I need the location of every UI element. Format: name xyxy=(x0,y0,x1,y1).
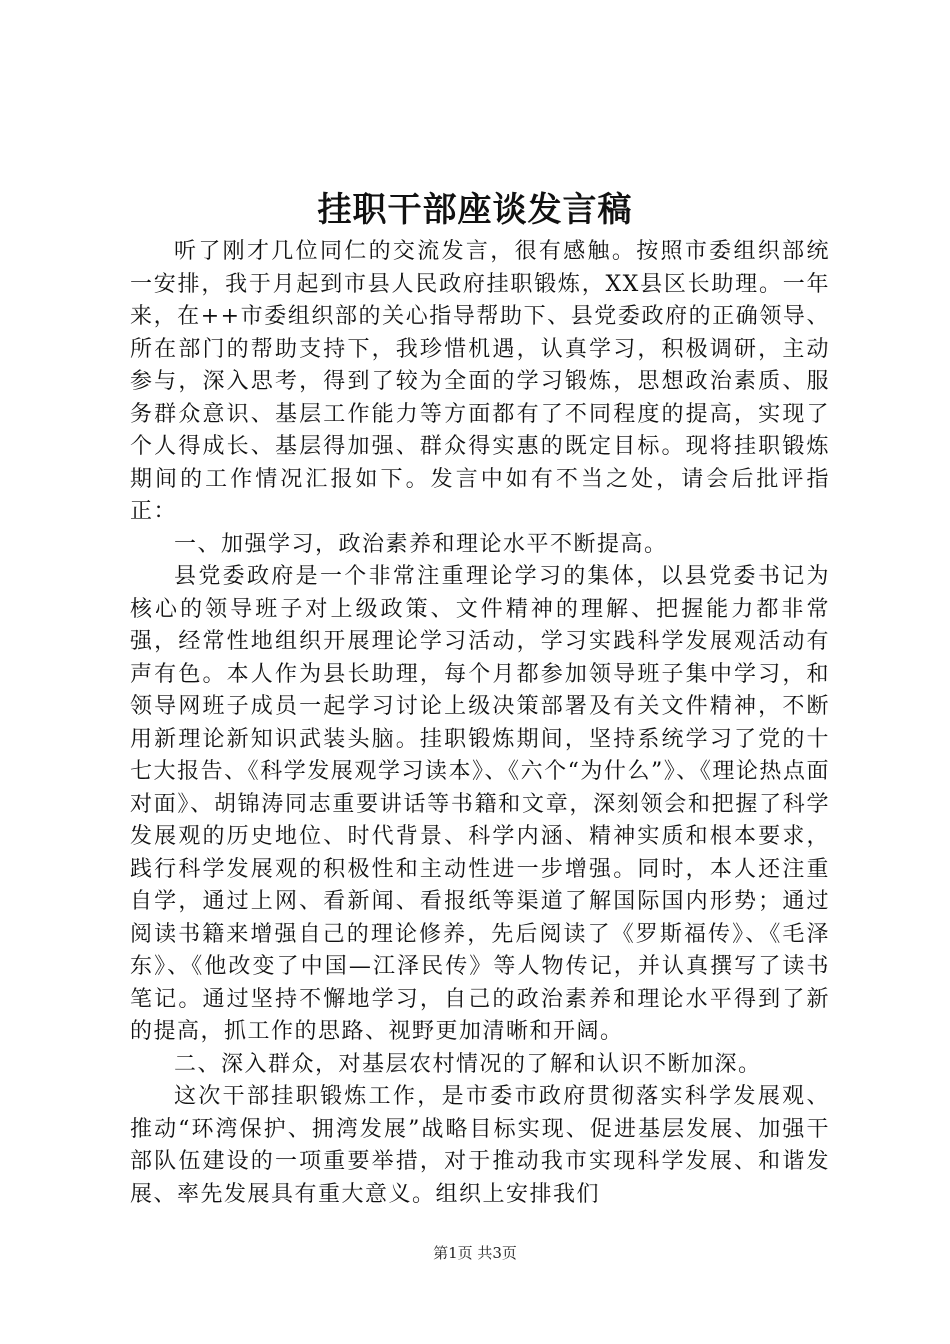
paragraph-intro: 听了刚才几位同仁的交流发言，很有感触。按照市委组织部统一安排，我于月起到市县人民政府挂职锻炼，XX县区长助理。一年来，在++市委组织部的关心指导帮助下、县党委政府的正确领导、所在部门的帮助支持下，我珍惜机遇，认真学习，积极调研，主动参与，深入思考，得到了较为全面的学习锻炼，思想政治素质、服务群众意识、基层工作能力等方面都有了不同程度的提高，实现了个人得成长、基层得加强、群众得实惠的既定目标。现将挂职锻炼期间的工作情况汇报如下。发言中如有不当之处，请会后批评指正： xyxy=(130,239,830,524)
document-body xyxy=(130,236,830,1211)
section-heading-1: 一、加强学习，政治素养和理论水平不断提高。 xyxy=(174,531,668,557)
document-title: 挂职干部座谈发言稿 xyxy=(317,190,633,230)
paragraph-grassroots: 这次干部挂职锻炼工作，是市委市政府贯彻落实科学发展观、推动“环湾保护、拥湾发展”战略目标实现、促进基层发展、加强干部队伍建设的一项重要举措，对于推动我市实现科学发展、和谐发展、率先发展具有重大意义。组织上安排我们 xyxy=(130,1084,830,1207)
section-heading-2: 二、深入群众，对基层农村情况的了解和认识不断加深。 xyxy=(174,1051,762,1077)
page-number-footer: 第1页 共3页 xyxy=(433,1244,517,1262)
paragraph-study: 县党委政府是一个非常注重理论学习的集体，以县党委书记为核心的领导班子对上级政策、文件精神的理解、把握能力都非常强，经常性地组织开展理论学习活动，学习实践科学发展观活动有声有色。本人作为县长助理，每个月都参加领导班子集中学习，和领导网班子成员一起学习讨论上级决策部署及有关文件精神，不断用新理论新知识武装头脑。挂职锻炼期间，坚持系统学习了党的十七大报告、《科学发展观学习读本》、《六个“为什么”》、《理论热点面对面》、胡锦涛同志重要讲话等书籍和文章，深刻领会和把握了科学发展观的历史地位、时代背景、科学内涵、精神实质和根本要求，践行科学发展观的积极性和主动性进一步增强。同时，本人还注重自学，通过上网、看新闻、看报纸等渠道了解国际国内形势；通过阅读书籍来增强自己的理论修养，先后阅读了《罗斯福传》、《毛泽东》、《他改变了中国—江泽民传》等人物传记，并认真撰写了读书笔记。通过坚持不懈地学习，自己的政治素养和理论水平得到了新的提高，抓工作的思路、视野更加清晰和开阔。 xyxy=(130,564,830,1044)
